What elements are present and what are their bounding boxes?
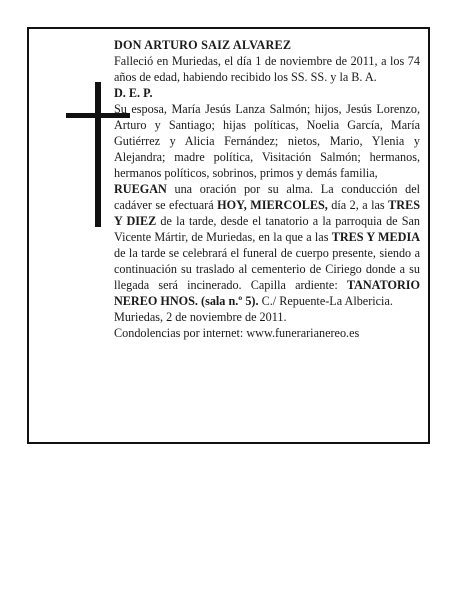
chapel-location: TANATORIO NEREO HNOS. (sala n.º 5). [114,278,420,308]
place-date: Muriedas, 2 de noviembre de 2011. [114,310,287,324]
service-details [114,181,420,309]
service-text-2: día 2, a las [327,198,389,212]
rip-line: D. E. P. [114,86,153,100]
service-day: HOY, MIERCOLES, [217,198,328,212]
ruegan-word: RUEGAN [114,182,167,196]
cross-vertical-bar [95,82,101,227]
service-time-1: TRES Y DIEZ [114,198,420,228]
deceased-name: DON ARTURO SAIZ ALVAREZ [114,38,292,52]
condolences-line: Condolencias por internet: www.funerarianereo.es [114,326,360,340]
service-text-1: una oración por su alma. La conducción del cadáver se efectuará [114,182,420,212]
service-text-3: de la tarde, desde el tanatorio a la parroquia de San Vicente Mártir, de Muriedas, en la que a las [114,214,420,244]
death-info: Falleció en Muriedas, el día 1 de noviembre de 2011, a los 74 años de edad, habiendo recibido los SS. SS. y la B. A. [114,54,420,84]
service-time-2: TRES Y MEDIA [331,230,421,244]
obituary-text [114,37,420,341]
service-text-4: de la tarde se celebrará el funeral de cuerpo presente, siendo a continuación su traslado al cementerio de Ciriego donde a su llegada será incinerado. Capilla ardiente: [114,246,420,292]
family-list: Su esposa, María Jesús Lanza Salmón; hijos, Jesús Lorenzo, Arturo y Santiago; hijas políticas, Noelia García, María Gutiérrez y Alicia Fernández; nietos, Mario, Ylenia y Alejandra; madre política, Visitación Salmón; hermanos, hermanos políticos, sobrinos, primos y demás familia, [114,102,420,180]
service-text-5: C./ Repuente-La Albericia. [258,294,393,308]
